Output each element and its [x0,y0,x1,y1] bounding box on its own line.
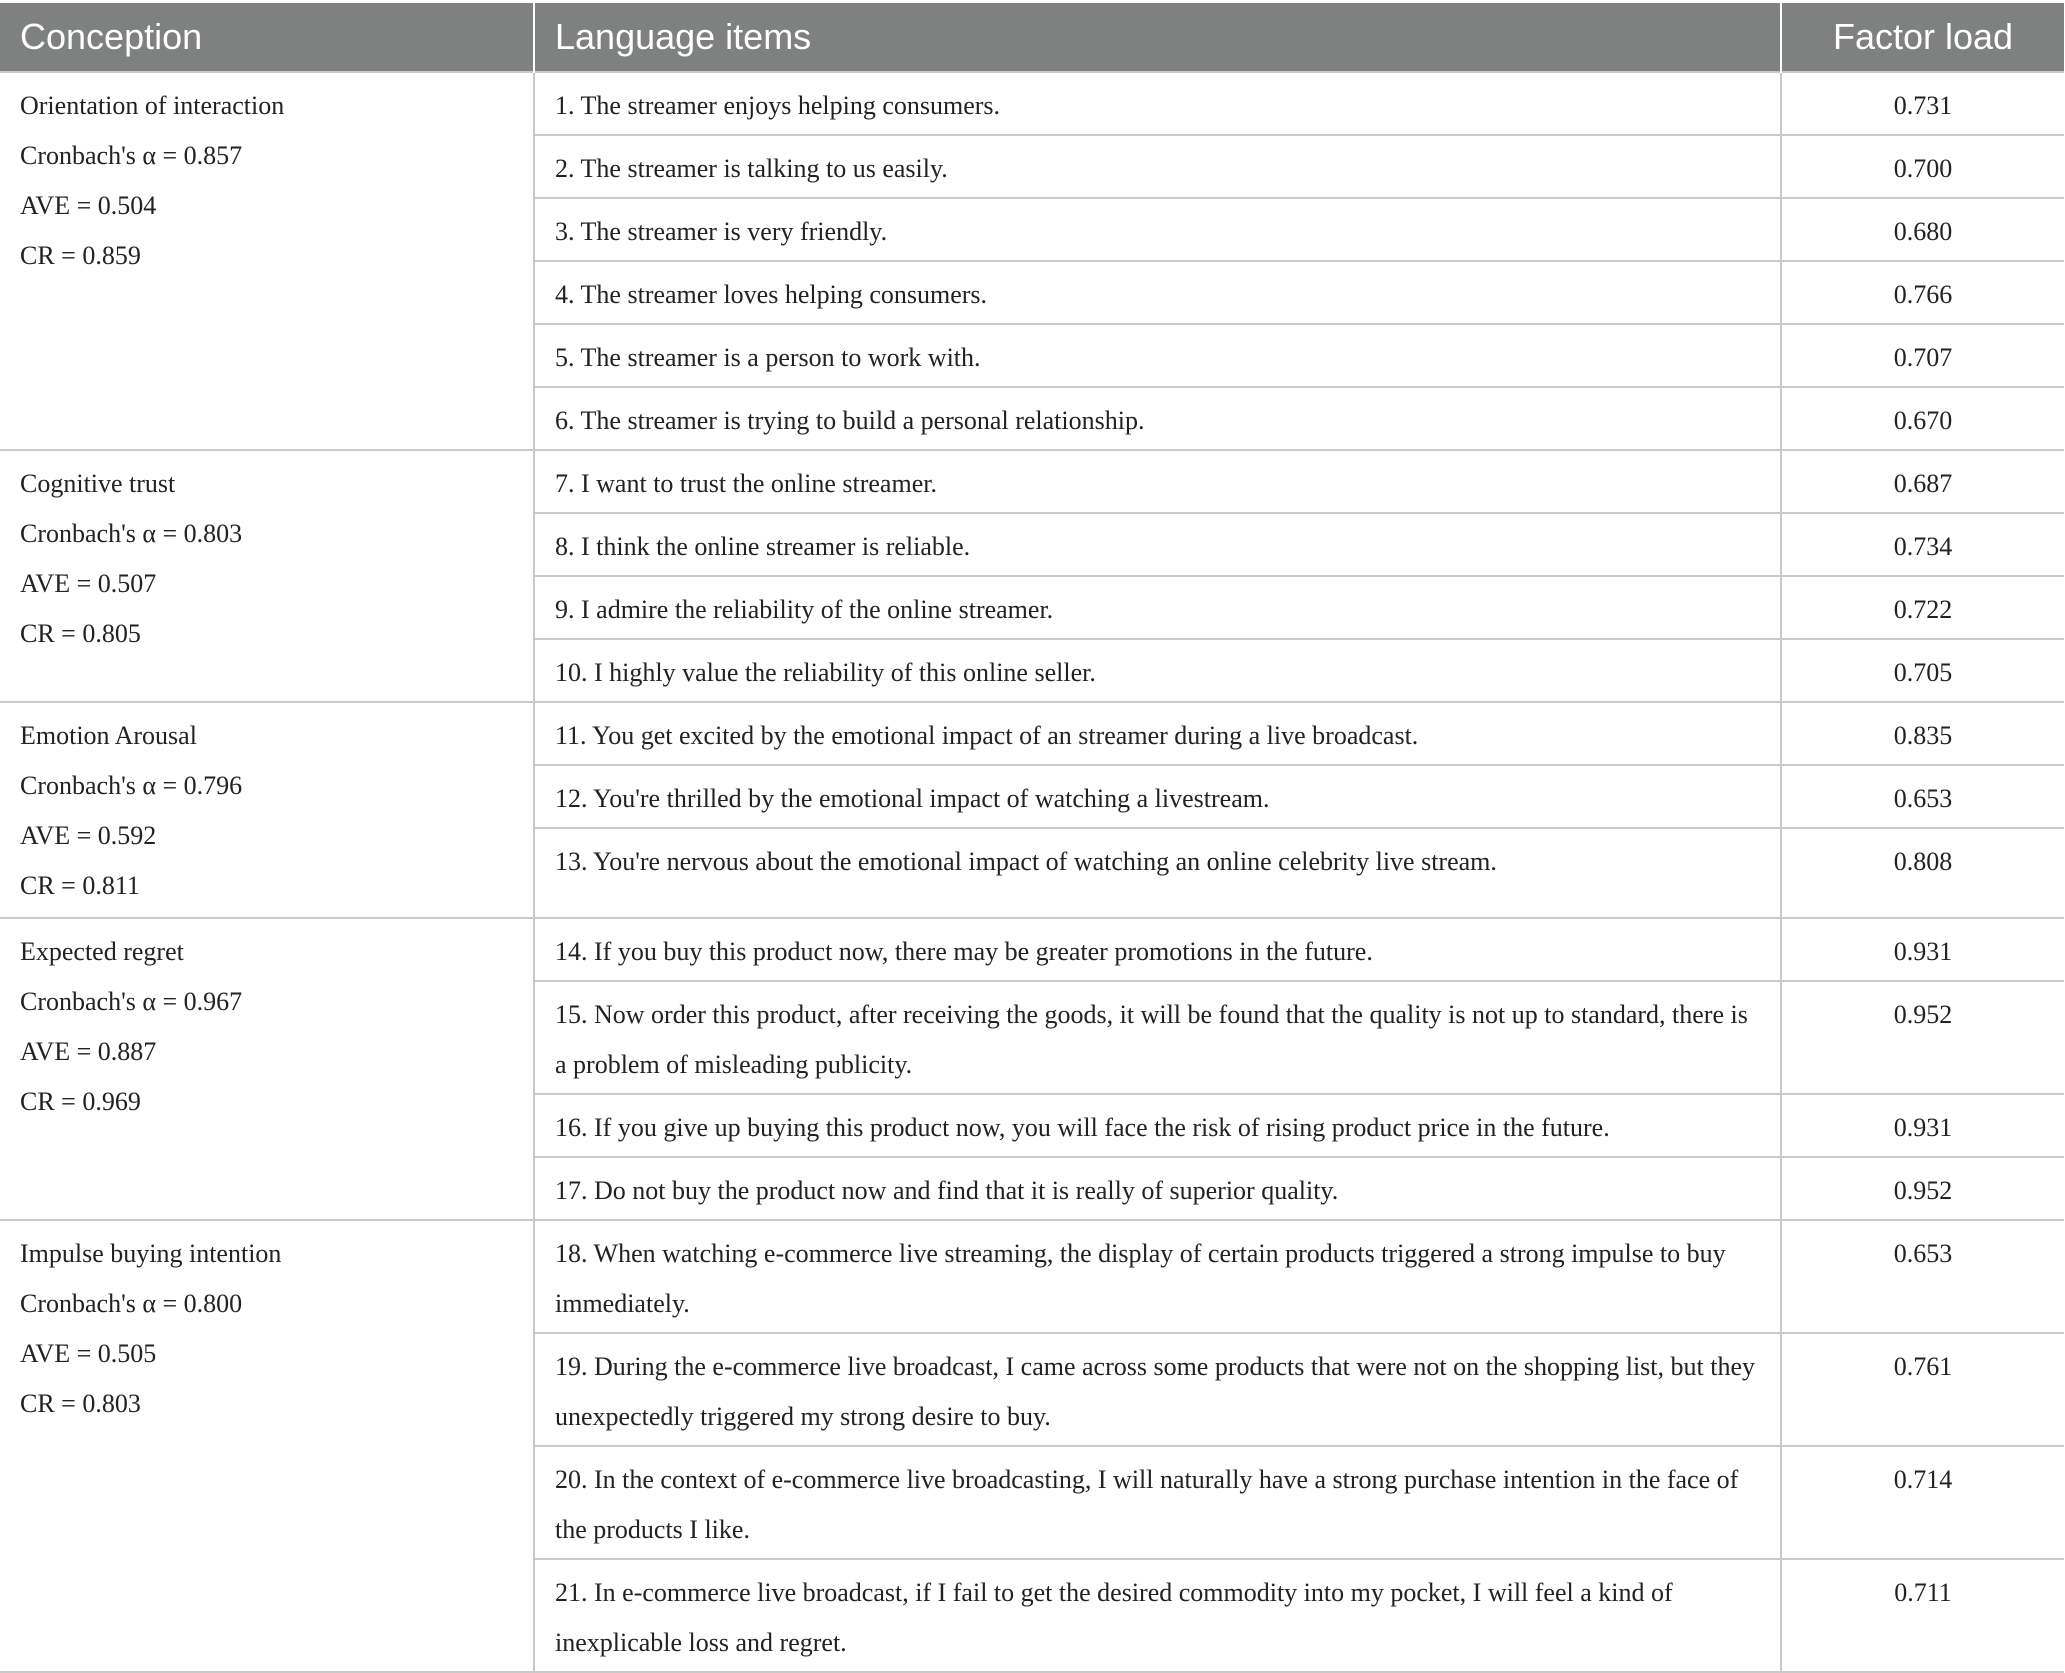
cronbach-alpha: Cronbach's α = 0.857 [20,141,243,170]
table-row [0,702,2064,765]
factor-load-table [0,3,2064,1673]
construct-name: Emotion Arousal [20,721,197,750]
factor-load-value: 0.653 [1781,765,2064,828]
factor-load-value: 0.931 [1781,918,2064,981]
factor-load-value: 0.705 [1781,639,2064,702]
factor-load-value: 0.761 [1781,1333,2064,1446]
factor-load-value: 0.734 [1781,513,2064,576]
factor-load-value: 0.700 [1781,135,2064,198]
factor-load-value: 0.731 [1781,72,2064,135]
cronbach-alpha: Cronbach's α = 0.796 [20,771,243,800]
factor-load-value: 0.766 [1781,261,2064,324]
header-language-items: Language items [534,3,1781,72]
construct-name: Impulse buying intention [20,1239,282,1268]
item-text: 1. The streamer enjoys helping consumers. [534,72,1781,135]
factor-load-value: 0.687 [1781,450,2064,513]
conception-cell [0,702,534,918]
item-text: 9. I admire the reliability of the online streamer. [534,576,1781,639]
table-row [0,450,2064,513]
header-factor-load: Factor load [1781,3,2064,72]
factor-load-value: 0.653 [1781,1220,2064,1333]
construct-name: Cognitive trust [20,469,176,498]
item-text: 13. You're nervous about the emotional impact of watching an online celebrity live stream. [534,828,1781,918]
cr-value: CR = 0.803 [20,1389,141,1418]
item-text: 11. You get excited by the emotional impact of an streamer during a live broadcast. [534,702,1781,765]
cr-value: CR = 0.811 [20,871,140,900]
item-text: 10. I highly value the reliability of this online seller. [534,639,1781,702]
table-row [0,918,2064,981]
table-row [0,72,2064,135]
factor-load-value: 0.722 [1781,576,2064,639]
construct-name: Expected regret [20,937,184,966]
item-text: 5. The streamer is a person to work with. [534,324,1781,387]
item-text: 15. Now order this product, after receiving the goods, it will be found that the quality is not up to standard, there is a problem of misleading publicity. [534,981,1781,1094]
factor-load-value: 0.835 [1781,702,2064,765]
ave-value: AVE = 0.505 [20,1339,157,1368]
cronbach-alpha: Cronbach's α = 0.800 [20,1289,243,1318]
item-text: 20. In the context of e-commerce live broadcasting, I will naturally have a strong purchase intention in the face of the products I like. [534,1446,1781,1559]
construct-name: Orientation of interaction [20,91,285,120]
ave-value: AVE = 0.887 [20,1037,157,1066]
item-text: 2. The streamer is talking to us easily. [534,135,1781,198]
ave-value: AVE = 0.504 [20,191,157,220]
factor-load-value: 0.714 [1781,1446,2064,1559]
cr-value: CR = 0.859 [20,241,141,270]
factor-load-value: 0.952 [1781,1157,2064,1220]
item-text: 7. I want to trust the online streamer. [534,450,1781,513]
cr-value: CR = 0.805 [20,619,141,648]
item-text: 21. In e-commerce live broadcast, if I fail to get the desired commodity into my pocket, I will feel a kind of inexplicable loss and regret. [534,1559,1781,1672]
item-text: 14. If you buy this product now, there may be greater promotions in the future. [534,918,1781,981]
factor-load-value: 0.680 [1781,198,2064,261]
factor-load-value: 0.931 [1781,1094,2064,1157]
item-text: 18. When watching e-commerce live streaming, the display of certain products triggered a strong impulse to buy immediately. [534,1220,1781,1333]
ave-value: AVE = 0.507 [20,569,157,598]
cr-value: CR = 0.969 [20,1087,141,1116]
conception-cell [0,1220,534,1672]
item-text: 19. During the e-commerce live broadcast, I came across some products that were not on the shopping list, but they unexpectedly triggered my strong desire to buy. [534,1333,1781,1446]
item-text: 3. The streamer is very friendly. [534,198,1781,261]
conception-cell [0,450,534,702]
factor-load-value: 0.670 [1781,387,2064,450]
cronbach-alpha: Cronbach's α = 0.967 [20,987,243,1016]
item-text: 8. I think the online streamer is reliable. [534,513,1781,576]
item-text: 17. Do not buy the product now and find that it is really of superior quality. [534,1157,1781,1220]
conception-cell [0,918,534,1220]
factor-load-value: 0.711 [1781,1559,2064,1672]
factor-load-value: 0.707 [1781,324,2064,387]
cronbach-alpha: Cronbach's α = 0.803 [20,519,243,548]
header-row [0,3,2064,72]
item-text: 6. The streamer is trying to build a personal relationship. [534,387,1781,450]
header-conception: Conception [0,3,534,72]
factor-load-value: 0.808 [1781,828,2064,918]
item-text: 16. If you give up buying this product now, you will face the risk of rising product price in the future. [534,1094,1781,1157]
factor-load-value: 0.952 [1781,981,2064,1094]
conception-cell [0,72,534,450]
item-text: 4. The streamer loves helping consumers. [534,261,1781,324]
ave-value: AVE = 0.592 [20,821,157,850]
item-text: 12. You're thrilled by the emotional impact of watching a livestream. [534,765,1781,828]
table-row [0,1220,2064,1333]
